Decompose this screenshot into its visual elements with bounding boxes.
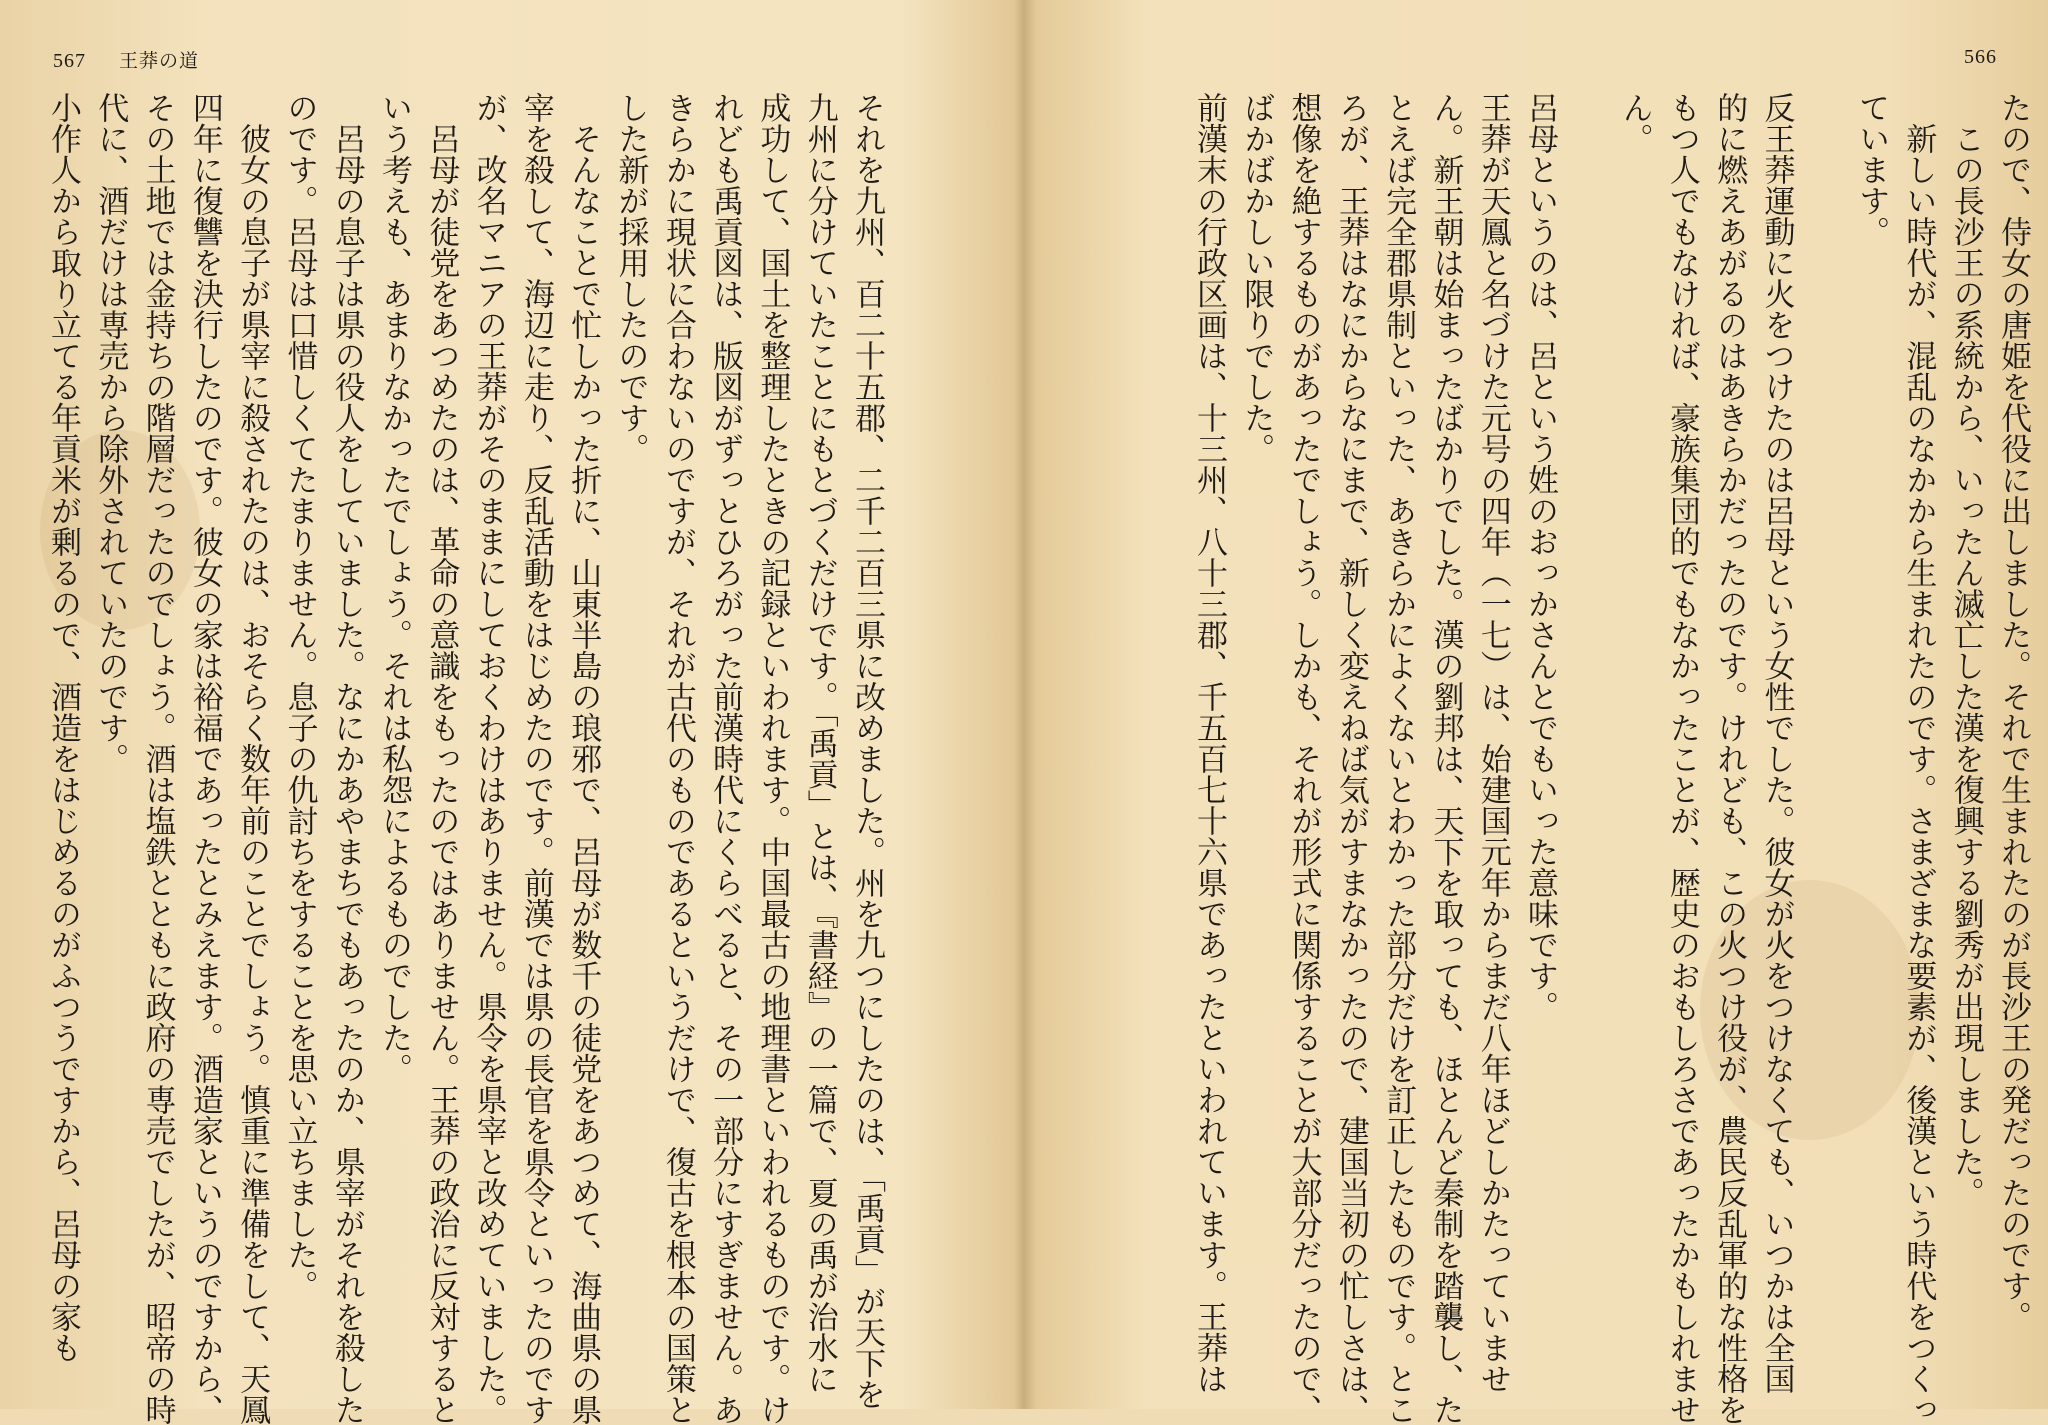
text-line: 呂母というのは、呂という姓のおっかさんとでもいった意味です。 [1522,92,1559,1022]
text-line [1563,92,1610,1404]
right-page [1030,0,2048,1425]
text-line [1800,92,1847,1404]
running-title: 王莽の道 [119,50,200,72]
text-line: 前漢末の行政区画は、十三州、八十三郡、千五百七十六県であったといわれています。王莽は [1190,92,1227,1394]
page-number: 566 [1964,46,1997,68]
text-line: 呂母の息子は県の役人をしていました。なにかあやまちでもあったのか、県宰がそれを殺した [328,92,365,1425]
text-line: それを九州、百二十五郡、二千二百三県に改めました。州を九つにしたのは、「禹貢」が天下を [849,92,885,1410]
right-page-body-text [1190,92,2036,1425]
text-line: その土地では金持ちの階層だったのでしょう。酒は塩鉄とともに政府の専売でしたが、昭帝の時 [139,92,176,1425]
text-line: 想像を絶するものがあったでしょう。しかも、それが形式に関係することが大部分だったので、 [1285,92,1322,1425]
text-line: ん。 [1616,92,1653,154]
text-line: ん。新王朝は始まったばかりでした。漢の劉邦は、天下を取っても、ほとんど秦制を踏襲し、た [1427,92,1464,1425]
text-line: ろが、王莽はなにからなにまで、新しく変えねば気がすまなかったので、建国当初の忙しさは、 [1332,92,1369,1425]
text-line: 宰を殺して、海辺に走り、反乱活動をはじめたのです。前漢では県の長官を県令といったのです [517,92,554,1425]
text-line: 九州に分けていたことにもとづくだけです。「禹貢」とは、『書経』の一篇で、夏の禹が治水に [801,92,838,1394]
page-number: 567 [53,50,86,72]
left-page-body-text [44,92,890,1425]
text-line: 的に燃えあがるのはあきらかだったのです。けれども、この火つけ役が、農民反乱軍的な性格を [1711,92,1748,1425]
text-line: した新が採用したのです。 [612,92,649,464]
text-line: きらかに現状に合わないのですが、それが古代のものであるというだけで、復古を根本の国策と [659,92,696,1425]
text-line: 反王莽運動に火をつけたのは呂母という女性でした。彼女が火をつけなくても、いつかは全国 [1758,92,1795,1394]
text-line: この長沙王の系統から、いったん滅亡した漢を復興する劉秀が出現しました。 [1947,92,1984,1208]
text-line: 新しい時代が、混乱のなかから生まれたのです。さまざまな要素が、後漢という時代をつくっ [1900,92,1937,1425]
text-line: いう考えも、あまりなかったでしょう。それは私怨によるものでした。 [376,92,413,1084]
text-line: 成功して、国土を整理したときの記録といわれます。中国最古の地理書といわれるものです。け [754,92,791,1425]
text-line: のです。呂母は口惜しくてたまりません。息子の仇討ちをすることを思い立ちました。 [281,92,318,1301]
left-page-header [53,46,199,73]
text-line: たので、侍女の唐姫を代役に出しました。それで生まれたのが長沙王の発だったのです。 [1995,92,2031,1332]
text-line: そんなことで忙しかった折に、山東半島の琅邪で、呂母が数千の徒党をあつめて、海曲県の県 [565,92,602,1425]
text-line: ばかばかしい限りでした。 [1238,92,1275,464]
text-line: 代に、酒だけは専売から除外されていたのです。 [92,92,129,774]
left-page [0,0,1020,1425]
text-line: とえば完全郡県制といった、あきらかによくないとわかった部分だけを訂正したものです。とこ [1380,92,1417,1425]
text-line: ています。 [1853,92,1890,247]
text-line: 小作人から取り立てる年貢米が剰るので、酒造をはじめるのがふつうですから、呂母の家も [44,92,81,1363]
text-line: 呂母が徒党をあつめたのは、革命の意識をもったのではありません。王莽の政治に反対すると [423,92,460,1425]
text-line: が、改名マニアの王莽がそのままにしておくわけはありません。県令を県宰と改めていました。 [470,92,507,1425]
text-line: 彼女の息子が県宰に殺されたのは、おそらく数年前のことでしょう。慎重に準備をして、天鳳 [234,92,271,1425]
right-page-header [1964,46,1997,69]
text-line: 四年に復讐を決行したのです。彼女の家は裕福であったとみえます。酒造家というのですから、 [186,92,223,1425]
text-line: 王莽が天鳳と名づけた元号の四年（一七）は、始建国元年からまだ八年ほどしかたっていませ [1474,92,1511,1394]
text-line: れども禹貢図は、版図がずっとひろがった前漢時代にくらべると、その一部分にすぎません。あ [707,92,744,1425]
text-line: もつ人でもなければ、豪族集団的でもなかったことが、歴史のおもしろさであったかもしれませ [1663,92,1700,1425]
